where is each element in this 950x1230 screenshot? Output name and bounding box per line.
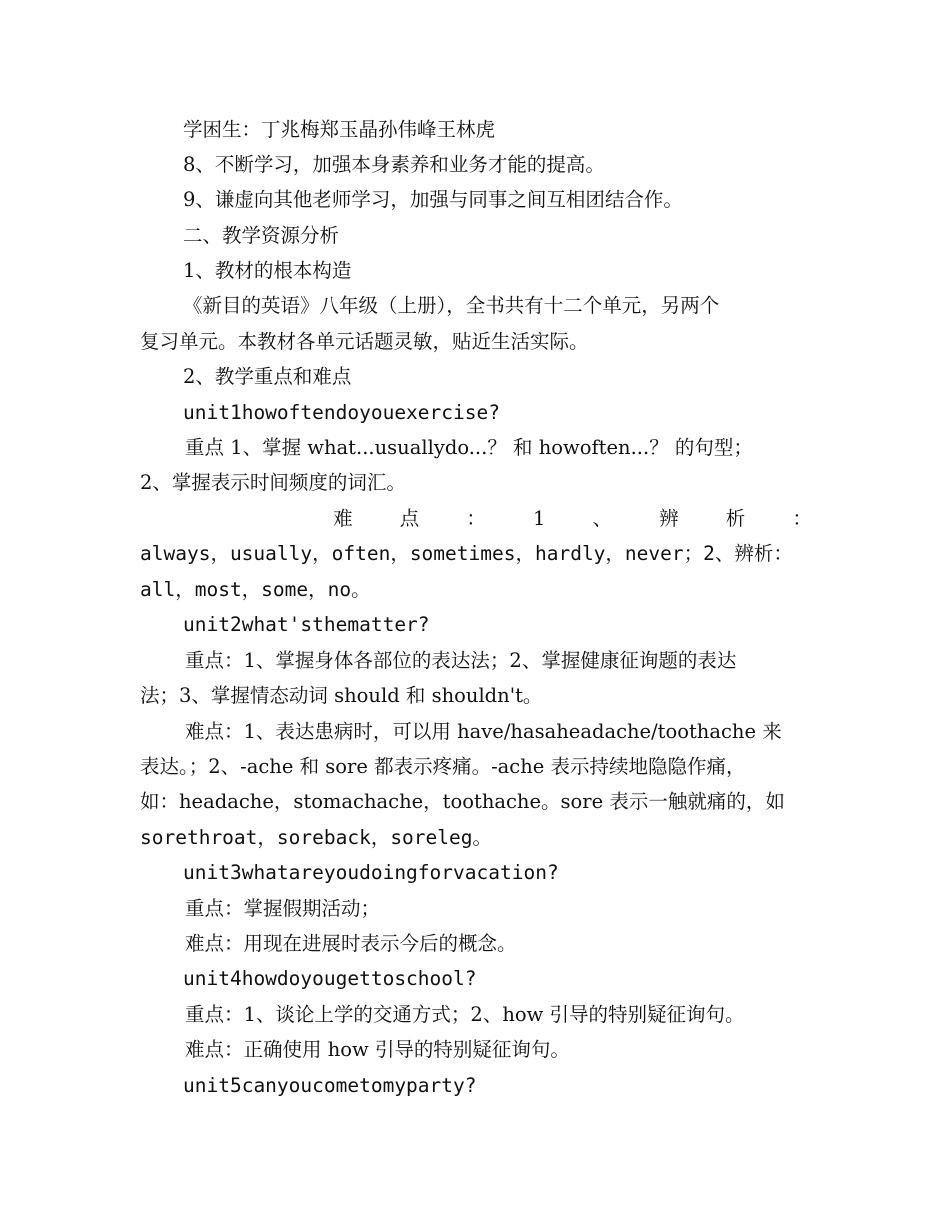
justified-char: 1: [532, 507, 546, 530]
justified-char: 难: [333, 507, 353, 530]
justified-char: ：: [792, 507, 812, 530]
unit2-difficulty-line-4: sorethroat，soreback，soreleg。: [140, 826, 492, 849]
text-line-item-8: 8、不断学习，加强本身素养和业务才能的提高。: [183, 153, 605, 176]
justified-char: 析: [725, 507, 746, 530]
unit2-difficulty-line-1: 难点：1、表达患病时，可以用 have/hasaheadache/toothache 来: [185, 720, 782, 743]
unit-heading-1: unit1howoftendoyouexercise?: [183, 401, 500, 424]
unit4-difficulty: 难点：正确使用 how 引导的特别疑征询句。: [185, 1038, 570, 1061]
unit3-difficulty: 难点：用现在进展时表示今后的概念。: [185, 932, 517, 955]
unit3-key-points: 重点：掌握假期活动；: [185, 897, 381, 920]
unit-heading-3: unit3whatareyoudoingforvacation?: [183, 861, 559, 884]
unit1-key-points-line-2: 2、掌握表示时间频度的词汇。: [140, 471, 406, 494]
justified-char: 辨: [659, 507, 679, 530]
section-heading-teaching-resources: 二、教学资源分析: [183, 224, 340, 247]
unit1-difficulty-justified-line: [140, 501, 812, 537]
unit1-key-points-line-1: 重点 1、掌握 what...usuallydo...？ 和 howoften...？ 的句型；: [185, 436, 753, 459]
unit-heading-5: unit5canyoucometomyparty?: [183, 1074, 477, 1097]
text-line-slow-learners: 学困生：丁兆梅郑玉晶孙伟峰王林虎: [183, 118, 496, 141]
indent-spacer: [140, 501, 286, 537]
subheading-textbook-structure: 1、教材的根本构造: [183, 259, 352, 282]
paragraph-textbook-line-1: 《新目的英语》八年级（上册），全书共有十二个单元，另两个: [183, 294, 720, 317]
unit2-difficulty-line-3: 如：headache，stomachache，toothache。sore 表示一触就痛的，如: [140, 790, 785, 813]
paragraph-textbook-line-2: 复习单元。本教材各单元话题灵敏，贴近生活实际。: [140, 330, 589, 353]
unit2-key-points-line-1: 重点：1、掌握身体各部位的表达法；2、掌握健康征询题的表达: [185, 649, 737, 672]
unit-heading-2: unit2what'sthematter?: [183, 613, 430, 636]
justified-char: ：: [466, 507, 486, 530]
subheading-key-points: 2、教学重点和难点: [183, 365, 352, 388]
text-line-item-9: 9、谦虚向其他老师学习，加强与同事之间互相团结合作。: [183, 188, 683, 211]
justified-char: 、: [592, 507, 613, 530]
unit2-difficulty-line-2: 表达。；2、-ache 和 sore 都表示疼痛。-ache 表示持续地隐隐作痛，: [140, 755, 746, 778]
unit4-key-points: 重点：1、谈论上学的交通方式；2、how 引导的特别疑征询句。: [185, 1003, 745, 1026]
unit1-difficulty-line-2: always，usually，often，sometimes，hardly，never；2、辨析：: [140, 542, 793, 565]
unit-heading-4: unit4howdoyougettoschool?: [183, 967, 477, 990]
justified-char: 点: [399, 507, 420, 530]
unit2-key-points-line-2: 法；3、掌握情态动词 should 和 shouldn't。: [140, 684, 543, 707]
unit1-difficulty-line-3: all，most，some，no。: [140, 578, 371, 601]
